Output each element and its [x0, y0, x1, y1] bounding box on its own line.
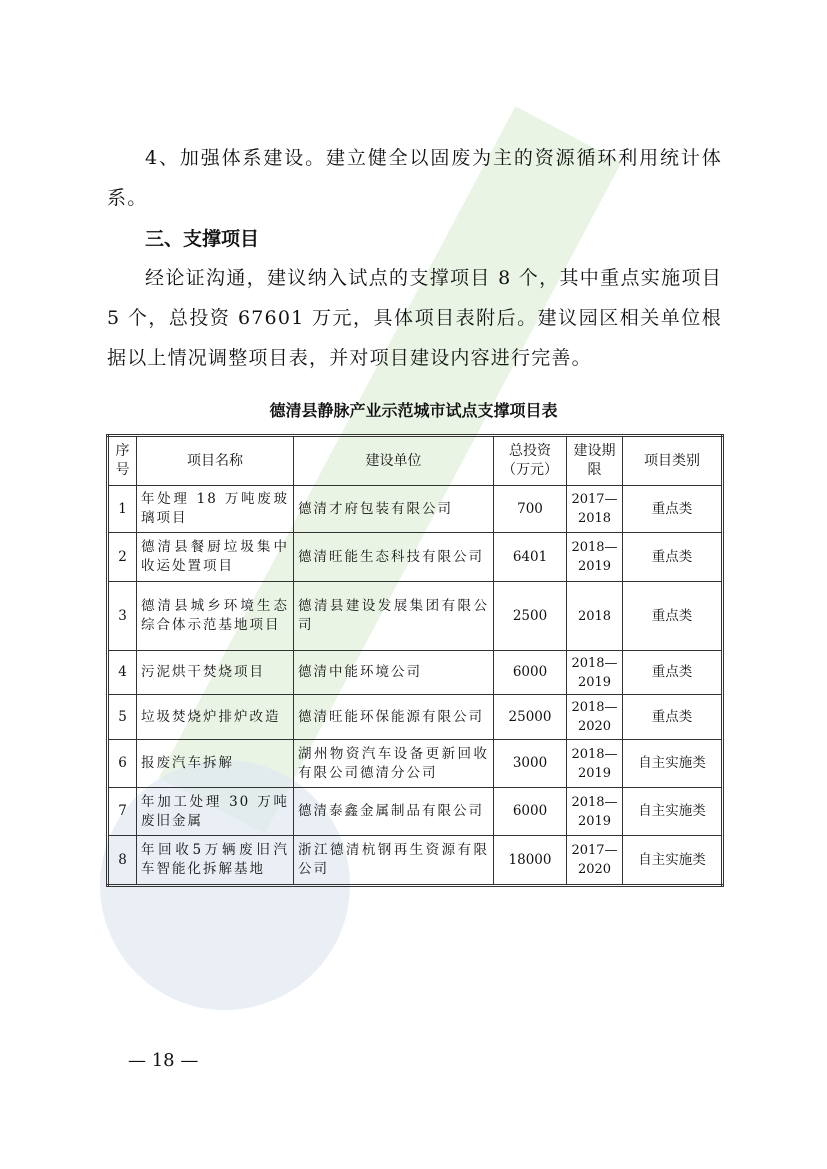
section-heading: 三、支撑项目 [145, 228, 260, 250]
cell-period: 2018—2019 [567, 788, 623, 836]
cell-unit: 浙江德清杭钢再生资源有限公司 [294, 836, 494, 886]
cell-investment: 3000 [494, 740, 567, 788]
cell-name: 年回收5万辆废旧汽车智能化拆解基地 [137, 836, 294, 886]
table-row [108, 695, 723, 740]
cell-index: 3 [108, 582, 137, 651]
header-category: 项目类别 [623, 436, 723, 486]
cell-period: 2018—2019 [567, 533, 623, 582]
paragraph-4: 4、加强体系建设。建立健全以固废为主的资源循环利用统计体系。 [107, 147, 722, 209]
cell-index: 6 [108, 740, 137, 788]
cell-index: 5 [108, 695, 137, 740]
cell-unit: 德清才府包装有限公司 [294, 486, 494, 533]
cell-period: 2017—2018 [567, 486, 623, 533]
header-name: 项目名称 [137, 436, 294, 486]
cell-category: 重点类 [623, 695, 723, 740]
cell-unit: 湖州物资汽车设备更新回收有限公司德清分公司 [294, 740, 494, 788]
cell-name: 污泥烘干焚烧项目 [137, 651, 294, 695]
cell-investment: 700 [494, 486, 567, 533]
cell-index: 7 [108, 788, 137, 836]
table-caption: 德清县静脉产业示范城市试点支撑项目表 [269, 401, 558, 420]
table-row [108, 740, 723, 788]
cell-period: 2018—2019 [567, 740, 623, 788]
cell-name: 垃圾焚烧炉排炉改造 [137, 695, 294, 740]
cell-index: 1 [108, 486, 137, 533]
cell-investment: 6000 [494, 651, 567, 695]
cell-unit: 德清旺能生态科技有限公司 [294, 533, 494, 582]
cell-investment: 6401 [494, 533, 567, 582]
cell-investment: 18000 [494, 836, 567, 886]
project-table [106, 434, 724, 887]
cell-unit: 德清旺能环保能源有限公司 [294, 695, 494, 740]
cell-unit: 德清县建设发展集团有限公司 [294, 582, 494, 651]
cell-unit: 德清中能环境公司 [294, 651, 494, 695]
table-header-row [108, 436, 723, 486]
cell-investment: 6000 [494, 788, 567, 836]
cell-investment: 25000 [494, 695, 567, 740]
cell-name: 年加工处理 30 万吨废旧金属 [137, 788, 294, 836]
cell-category: 自主实施类 [623, 740, 723, 788]
cell-period: 2018—2019 [567, 651, 623, 695]
table-row [108, 836, 723, 886]
cell-category: 重点类 [623, 651, 723, 695]
cell-period: 2018—2020 [567, 695, 623, 740]
cell-name: 德清县城乡环境生态综合体示范基地项目 [137, 582, 294, 651]
cell-category: 自主实施类 [623, 788, 723, 836]
cell-category: 重点类 [623, 533, 723, 582]
cell-unit: 德清泰鑫金属制品有限公司 [294, 788, 494, 836]
table-row [108, 582, 723, 651]
table-row [108, 651, 723, 695]
cell-index: 4 [108, 651, 137, 695]
header-index: 序号 [108, 436, 137, 486]
cell-period: 2018 [567, 582, 623, 651]
cell-index: 2 [108, 533, 137, 582]
table-row [108, 788, 723, 836]
header-period: 建设期限 [567, 436, 623, 486]
header-investment: 总投资（万元） [494, 436, 567, 486]
cell-category: 重点类 [623, 582, 723, 651]
cell-period: 2017—2020 [567, 836, 623, 886]
cell-name: 德清县餐厨垃圾集中收运处置项目 [137, 533, 294, 582]
cell-category: 重点类 [623, 486, 723, 533]
cell-name: 年处理 18 万吨废玻璃项目 [137, 486, 294, 533]
table-row [108, 486, 723, 533]
cell-name: 报废汽车拆解 [137, 740, 294, 788]
cell-category: 自主实施类 [623, 836, 723, 886]
table-row [108, 533, 723, 582]
page-number: — 18 — [128, 1050, 199, 1071]
header-unit: 建设单位 [294, 436, 494, 486]
cell-investment: 2500 [494, 582, 567, 651]
cell-index: 8 [108, 836, 137, 886]
paragraph-body: 经论证沟通，建议纳入试点的支撑项目 8 个，其中重点实施项目 5 个，总投资 67601 万元，具体项目表附后。建议园区相关单位根据以上情况调整项目表，并对项目建设内容进行完善。 [107, 267, 722, 369]
